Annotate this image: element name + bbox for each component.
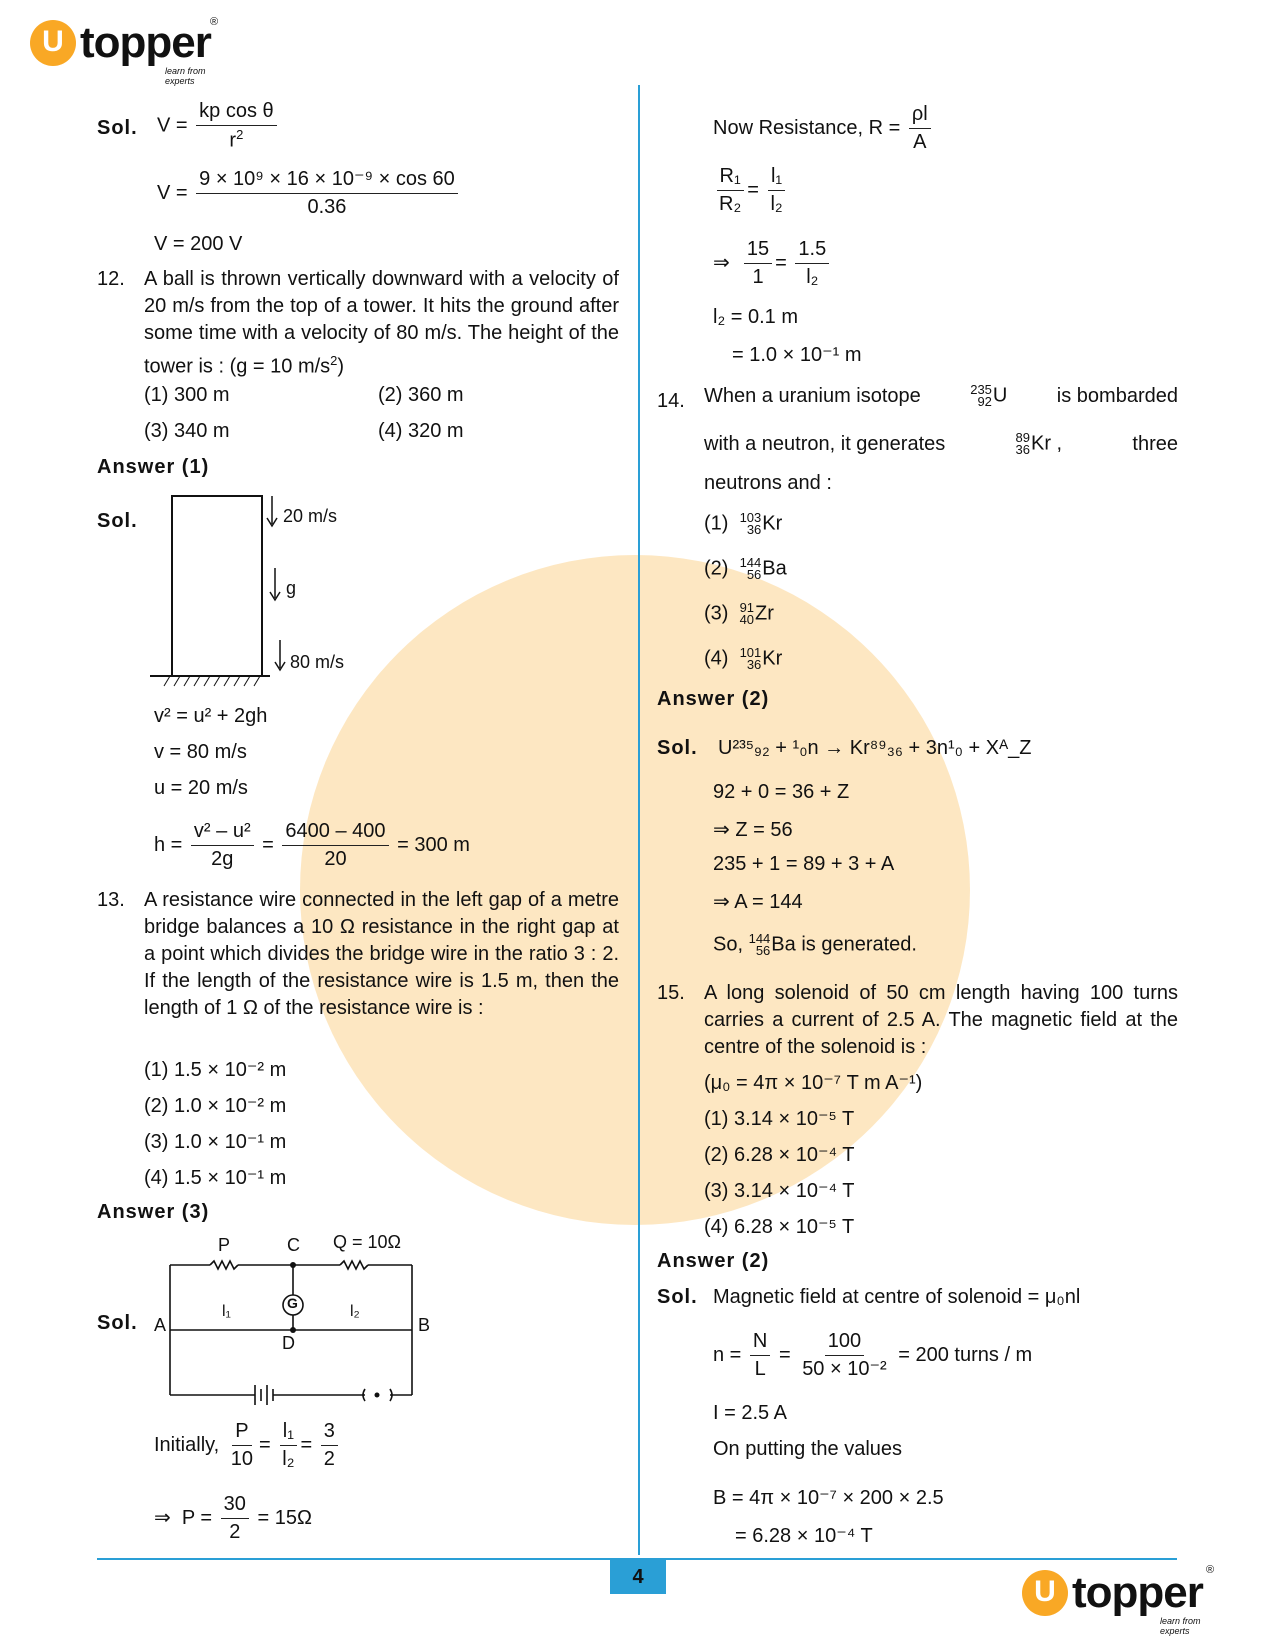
equation: I = 2.5 A bbox=[713, 1402, 787, 1424]
option: (4) 320 m bbox=[378, 420, 464, 442]
equation-v1: V = $\frac{\text{kp cos θ}}{r^2}$ bbox=[157, 100, 280, 153]
sol-label: Sol. bbox=[97, 1312, 138, 1334]
resistance-formula: Now Resistance, R = $\frac{\rho l}{A}$ bbox=[713, 103, 934, 154]
nuclear-reaction: U²³⁵₉₂ + ¹₀n → Kr⁸⁹₃₆ + 3n¹₀ + Xᴬ_Z bbox=[718, 737, 1032, 759]
label-l1: l₁ bbox=[222, 1303, 231, 1320]
page-number: 4 bbox=[610, 1560, 666, 1594]
option: (3) 1.0 × 10⁻¹ m bbox=[144, 1131, 287, 1153]
label-p: P bbox=[218, 1235, 231, 1255]
option: (1) 3.14 × 10⁻⁵ T bbox=[704, 1108, 855, 1130]
brand-tagline: learn from experts bbox=[165, 66, 206, 86]
question-14-line1: When a uranium isotope 235 92 U is bombarded bbox=[704, 382, 1178, 409]
option: (3) 3.14 × 10⁻⁴ T bbox=[704, 1180, 855, 1202]
equation: B = 4π × 10⁻⁷ × 200 × 2.5 bbox=[713, 1487, 944, 1509]
equation-p: ⇒ P = $\frac{30}{2}$ = 15Ω bbox=[154, 1493, 312, 1543]
equation-result: = 6.28 × 10⁻⁴ T bbox=[735, 1525, 873, 1547]
equation-height: h = $\frac{\text{v² – u²}}{2g}$ = $\frac{6400 - 400}{20}$ = 300 m bbox=[154, 820, 470, 870]
answer: Answer (1) bbox=[97, 456, 210, 478]
option: (3) 91 40 Zr bbox=[704, 600, 774, 627]
equation: ⇒ Z = 56 bbox=[713, 819, 793, 841]
equation-result: V = 200 V bbox=[154, 233, 243, 255]
equation: v = 80 m/s bbox=[154, 741, 247, 763]
label-c: C bbox=[287, 1235, 300, 1255]
equation: 235 + 1 = 89 + 3 + A bbox=[713, 853, 895, 875]
equation: u = 20 m/s bbox=[154, 777, 248, 799]
label-l2: l₂ bbox=[350, 1303, 360, 1320]
solution-text: Magnetic field at centre of solenoid = μ₀nl bbox=[713, 1286, 1081, 1308]
equation: ⇒ A = 144 bbox=[713, 891, 803, 913]
brand-tagline: learn from experts bbox=[1160, 1616, 1201, 1636]
sol-label: Sol. bbox=[657, 737, 698, 759]
brand-logo-top: U topper ® learn from experts bbox=[30, 18, 211, 68]
equation: = 1.0 × 10⁻¹ m bbox=[732, 344, 862, 366]
label-a: A bbox=[154, 1315, 167, 1335]
brand-u-icon: U bbox=[30, 20, 76, 66]
equation-n: n = $\frac{N}{L}$ = $\frac{100}{\text{50 × 10⁻²}}$ = 200 turns / m bbox=[713, 1330, 1033, 1380]
option: (1) 1.5 × 10⁻² m bbox=[144, 1059, 287, 1081]
metre-bridge-circuit bbox=[160, 1245, 420, 1410]
question-number: 12. bbox=[97, 268, 125, 290]
text: On putting the values bbox=[713, 1438, 903, 1460]
label-b: B bbox=[418, 1315, 431, 1335]
option: (1) 103 36 Kr bbox=[704, 510, 783, 537]
conclusion: So, 144 56 Ba is generated. bbox=[713, 931, 917, 958]
ratio-values: ⇒ $\frac{15}{1}$ = $\frac{1.5}{\text{l₂}}$ bbox=[713, 238, 832, 289]
answer: Answer (2) bbox=[657, 1250, 770, 1272]
sol-label: Sol. bbox=[97, 510, 138, 532]
question-number: 14. bbox=[657, 390, 685, 412]
answer: Answer (2) bbox=[657, 688, 770, 710]
option: (2) 6.28 × 10⁻⁴ T bbox=[704, 1144, 855, 1166]
option: (1) 300 m bbox=[144, 384, 230, 406]
label-d: D bbox=[282, 1333, 295, 1353]
brand-name: topper bbox=[80, 18, 211, 67]
tower-diagram bbox=[150, 490, 390, 690]
option: (4) 1.5 × 10⁻¹ m bbox=[144, 1167, 287, 1189]
permeability-constant: (μ₀ = 4π × 10⁻⁷ T m A⁻¹) bbox=[704, 1072, 923, 1094]
answer: Answer (3) bbox=[97, 1201, 210, 1223]
option: (2) 360 m bbox=[378, 384, 464, 406]
equation-ratio: Initially, $\frac{P}{10}$ = $\frac{\text{l₁}}{\text{l₂}}$ = $\frac{3}{2}$ bbox=[154, 1420, 341, 1471]
option: (2) 144 56 Ba bbox=[704, 555, 787, 582]
brand-u-icon: U bbox=[1022, 1570, 1068, 1616]
sol-label: Sol. bbox=[97, 117, 138, 139]
question-number: 15. bbox=[657, 982, 685, 1004]
question-12-text: A ball is thrown vertically downward with a velocity of 20 m/s from the top of a tower. It hits the ground after some time with a velocity of 80 m/s. The height of the tower is : (g = 10 $m/s^2$) bbox=[144, 268, 619, 378]
label-q: Q = 10Ω bbox=[333, 1232, 401, 1252]
question-number: 13. bbox=[97, 889, 125, 911]
brand-logo-bottom: U topper ® learn from experts bbox=[1022, 1568, 1203, 1618]
gravity-label: g bbox=[286, 578, 297, 598]
galvanometer-icon: G bbox=[287, 1295, 298, 1311]
question-15-text: A long solenoid of 50 cm length having 100 turns carries a current of 2.5 A. The magnetic field at the centre of the solenoid is : bbox=[704, 982, 1178, 1058]
equation: l₂ = 0.1 m bbox=[713, 306, 799, 328]
column-divider bbox=[638, 85, 640, 1555]
equation: 92 + 0 = 36 + Z bbox=[713, 781, 850, 803]
velocity-top-label: 20 m/s bbox=[283, 506, 338, 526]
velocity-bottom-label: 80 m/s bbox=[290, 652, 345, 672]
option: (4) 6.28 × 10⁻⁵ T bbox=[704, 1216, 855, 1238]
equation-v2: V = $\frac{\text{9 × 10⁹ × 16 × 10⁻⁹ × cos 60}}{0.36}$ bbox=[157, 168, 461, 219]
question-13-text: A resistance wire connected in the left gap of a metre bridge balances a 10 Ω resistance in the right gap at a point which divides the bridge wire in the ratio 3 : 2. If the length of the resistance wire is 1.5 m, then the length of 1 Ω of the resistance wire is : bbox=[144, 889, 619, 1019]
question-14-line3: neutrons and : bbox=[704, 472, 832, 494]
equation: v² = u² + 2gh bbox=[154, 705, 268, 727]
sol-label: Sol. bbox=[657, 1286, 698, 1308]
option: (3) 340 m bbox=[144, 420, 230, 442]
brand-name: topper bbox=[1072, 1568, 1203, 1617]
ratio-formula: $\frac{\text{R₁}}{\text{R₂}}$ = $\frac{\text{l₁}}{\text{l₂}}$ bbox=[713, 165, 789, 216]
option: (4) 101 36 Kr bbox=[704, 645, 783, 672]
option: (2) 1.0 × 10⁻² m bbox=[144, 1095, 287, 1117]
question-14-line2: with a neutron, it generates 89 36 Kr , three bbox=[704, 430, 1178, 457]
